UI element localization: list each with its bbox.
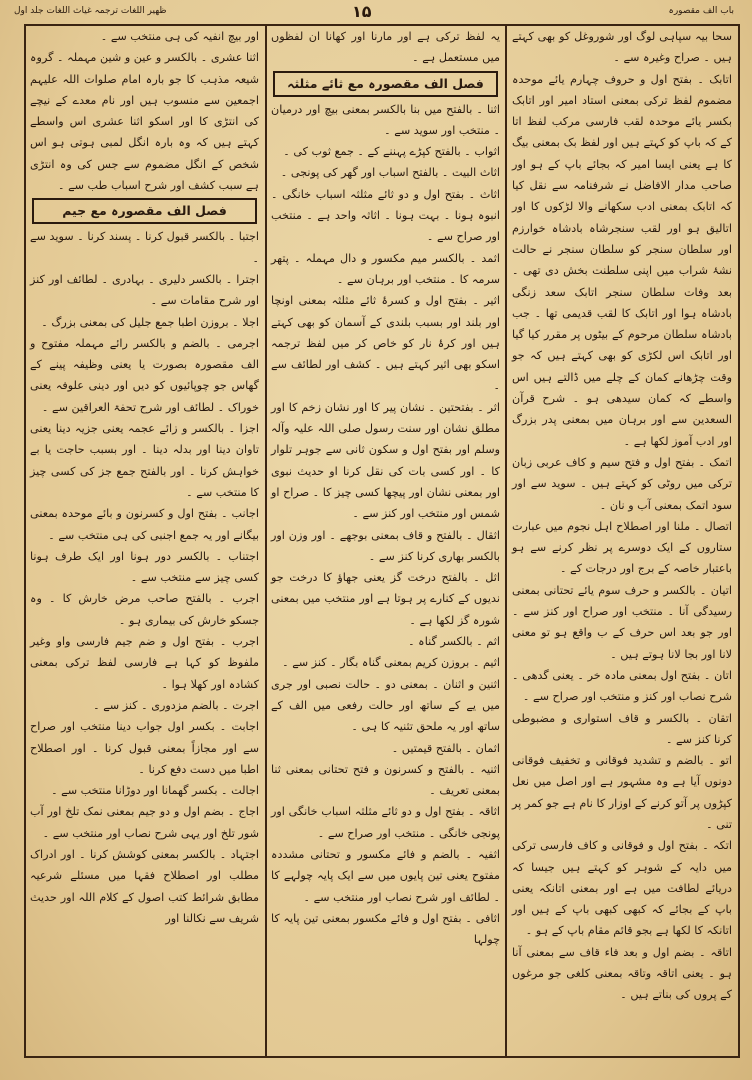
column-right [506,26,738,1056]
dictionary-entry: اثنین و اثنان ۔ بمعنی دو ۔ حالت نصبی اور جری میں یے کے ساتھ اور حالت رفعی میں الف کے ساتھ اور یہ ملحق تثنیہ کا ہی ۔ [271,677,500,734]
dictionary-entry: اجتہاد ۔ بالکسر بمعنی کوشش کرنا ۔ اور ادراک مطلب اور اصطلاح فقہا میں مسئلے شرعیہ مطابق شرائط کتب اصول کے کلام اللہ اور حدیث شریف سے نکالنا اور [30,847,259,925]
dictionary-entry: اتصال ۔ ملنا اور اصطلاح اہل نجوم میں عبارت ستاروں کے ایک دوسرے پر نظر کرنے سے ہو باعتبار خاصہ کے برج اور درجات کے ۔ [512,519,732,576]
dictionary-entry: اجرمی ۔ بالضم و بالکسر رائے مہملہ مفتوح و الف مقصورہ بصورت یا یعنی وظیفہ پینے کے گھاس جو چوپائیوں کو دیں اور دینی علوفہ یعنی خوراک ۔ لطائف اور شرح تحفۃ العراقین سے ۔ [30,336,259,414]
dictionary-entry: اتکہ ۔ بفتح اول و فوقانی و کاف فارسی ترکی میں دایہ کے شوہر کو کہتے ہیں جیسا کہ دریائے لطافت میں ہے اور بمعنی اتانکہ یعنی باپ کے بجائے کہ کبھی کبھی باپ کے ہیں اور اتانکہ کا لکھا ہے بجو قائم مقام باپ کے ہو ۔ [512,839,732,938]
dictionary-entry: اتقان ۔ بالکسر و قاف استواری و مضبوطی کرنا کنز سے ۔ [512,711,732,746]
dictionary-entry: اجالت ۔ بکسر گھمانا اور دوڑانا منتخب سے ۔ [51,784,259,798]
dictionary-entry: اثر ۔ بفتحتین ۔ نشان پیر کا اور نشان زخم کا اور مطلق نشان اور سنت رسول صلی اللہ علیہ وآلہ وسلم اور بفتح اول و سکون ثانی سے جوہر تلوار کا ۔ اور کسی بات کی نقل کرنا او حدیث نبوی اور بمعنی نشان اور پیچھا کسی چیز کا ۔ صراح او شمس اور منتخب اور کنز سے ۔ [271,400,500,521]
dictionary-entry: اثیم ۔ بروزن کریم بمعنی گناہ بگار ۔ کنز سے ۔ [282,656,500,670]
dictionary-entry: اجرت ۔ بالضم مزدوری ۔ کنز سے ۔ [93,698,259,712]
column-rule-right [738,24,740,1058]
dictionary-entry: اثاقہ ۔ بفتح اول و دو ثائے مثلثہ اسباب خانگی اور پونجی خانگی ۔ منتخب اور صراح سے ۔ [271,805,500,840]
dictionary-entry: اثنا عشری ۔ بالکسر و عین و شین مہملہ ۔ گروہ شیعہ مذہب کا جو بارہ امام صلوات اللہ علیہم اجمعین سے منسوب ہیں اور نام معدے کے نیچے کی انتڑی کا اور اسکو اثنا عشری اس واسطے کہتے ہیں کہ وہ بارہ انگل لمبی ہوتی ہو اس شخص کے انگل مضموم سے جس کی وہ انتڑی ہے سبب کشف اور شرح اسباب طب سے ۔ [30,51,259,193]
dictionary-entry: اثاث ۔ بفتح اول و دو ثائے مثلثہ اسباب خانگی ۔ انبوہ ہونا ۔ بہت ہونا ۔ اثاثہ واحد ہے ۔ منتخب اور صراح سے ۔ [271,187,500,244]
dictionary-entry: سحا بیہ سپاہی لوگ اور شوروغل کو بھی کہتے ہیں ۔ صراح وغیرہ سے ۔ [512,30,732,65]
dictionary-entry: اتیان ۔ بالکسر و حرف سوم یائے تحتانی بمعنی رسیدگی آنا ۔ منتخب اور صراح اور کنز سے ۔ اور جو بعد اس حرف کے ب واقع ہو تو معنی لانا اور بجا لانا ہوتے ہیں ۔ [512,583,732,661]
dictionary-entry: اجترا ۔ بالکسر دلیری ۔ بہادری ۔ لطائف اور کنز اور شرح مقامات سے ۔ [30,272,259,308]
dictionary-entry: اثم ۔ بالکسر گناہ ۔ [408,635,500,649]
dictionary-entry: اثل ۔ بالفتح درخت گز یعنی جھاؤ کا درخت جو ندیوں کے کنارے پر ہوتا ہے اور منتخب میں بمعنی شورہ گز لکھا ہے ۔ [271,571,500,627]
header-chapter-title: باب الف مقصورہ [668,6,734,16]
dictionary-entry: اجرب ۔ بالفتح صاحب مرض خارش کا ۔ وہ جسکو خارش کی بیماری ہو ۔ [30,592,259,627]
dictionary-entry: اجاج ۔ بضم اول و دو جیم بمعنی نمک تلخ اور آب شور تلخ اور یہی شرح نصاب اور منتخب سے ۔ [30,805,259,840]
column-left [24,26,265,1056]
dictionary-entry: اثقال ۔ بالفتح و قاف بمعنی بوجھے ۔ اور وزن اور بالکسر بھاری کرنا کنز سے ۔ [271,528,500,563]
dictionary-entry: اثمد ۔ بالکسر میم مکسور و دال مہملہ ۔ پتھر سرمہ کا ۔ منتخب اور برہان سے ۔ [271,251,500,286]
section-heading: فصل الف مقصورہ مع ثائے مثلثہ [273,71,498,97]
dictionary-entry: اتابک ۔ بفتح اول و حروف چہارم یائے موحدہ مضموم لفظ ترکی بمعنی استاد امیر اور اتابک بکسر یائے موحدہ لقب فارسی مرکب لفظ اتا کے کہ باپ کو کہتے ہیں اور لفظ بک بمعنی بیگ کا ہے یعنی ایسا امیر کہ بجائے باپ کے ہو اور صاحب مدار الافاضل نے شرفنامہ سے نقل کیا کہ اتابک بمعنی ادب سکھانے والا لڑکوں کا اور اتالیق ہو اور لقب سنجرشاہ بادشاہ خوارزم اور سلطان سنجر کو سلطان سنجر نے حالت نشۂ شراب میں اپنی سلطنت بخش دی تھی ۔ بعد وفات سلطان سنجر اتابک سعد زنگی بادشاہ ہوا اور اتابک کا لقب قدیمی تھا ۔ جب بادشاہ سلطان مرحوم کے بیٹوں پر مقرر کیا گیا اور اتابک اس لکڑی کو بھی کہتے ہیں کہ جو وقت چڑھانے کمان کے چلے میں ڈالتے ہیں اس واسطے کہ کمان سیدھی ہو ۔ شرح قرآن السعدین سے اور برہان میں بمعنی پدر بزرگ اور ادب آموز لکھا ہے ۔ [512,72,732,448]
page-header [0,0,752,26]
dictionary-entry: اثافی ۔ بفتح اول و فائے مکسور بمعنی تین پایہ کا چولہا [271,911,500,947]
dictionary-entry: اتان ۔ بفتح اول بمعنی مادہ خر ۔ یعنی گدھی ۔ شرح نصاب اور کنز و منتخب اور صراح سے ۔ [512,668,732,704]
dictionary-entry: اجزا ۔ بالکسر و زائے عجمہ یعنی جزیہ دینا یعنی تاوان دینا اور بدلہ دینا ۔ اور بسبب حاجت یا بے خواہش کرنا ۔ اور بالفتح جمع جز کی کسی چیز کا منتخب سے ۔ [30,422,259,499]
dictionary-entry: اجتبا ۔ بالکسر قبول کرنا ۔ پسند کرنا ۔ سوید سے ۔ [30,230,259,265]
dictionary-entry: اثیر ۔ بفتح اول و کسرۂ ثائے مثلثہ بمعنی اونچا اور بلند اور بسبب بلندی کے آسمان کو بھی کہتے ہیں اور کرۂ نار کو خاص کر میں لفظ ترجمہ اسکو بھی اثیر کہتے ہیں ۔ کشف اور لطائف سے ۔ [271,294,500,393]
continued-text: یہ لفظ ترکی ہے اور مارنا اور کھانا ان لفظوں میں مستعمل ہے ۔ [271,30,500,65]
dictionary-entry: اجلا ۔ بروزن اطبا جمع جلیل کی بمعنی بزرگ ۔ [41,315,259,329]
dictionary-entry: اثفیہ ۔ بالضم و فائے مکسور و تحتانی مشددہ مفتوح یعنی تین پایوں میں سے ایک پایہ چولہے کا ۔ لطائف اور شرح نصاب اور منتخب سے ۔ [271,847,500,904]
footer-rule [24,1056,738,1058]
dictionary-entry: اثنا ۔ بالفتح میں بنا بالکسر بمعنی بیچ اور درمیان ۔ منتخب اور سوید سے ۔ [271,102,500,137]
dictionary-entry: اتو ۔ بالضم و تشدید فوقانی و تخفیف فوقانی دونوں آیا ہے وہ مشہور ہے اور اصل میں نعل کپڑوں پر آتو کرنے کے اوزار کا نام ہے جو کمر پر تنی ۔ [512,754,732,831]
header-book-title: ظهیر اللغات ترجمہ غیاث اللغات جلد اول [14,6,167,16]
section-heading: فصل الف مقصورہ مع جیم [32,198,257,224]
dictionary-entry: اتمک ۔ بفتح اول و فتح سیم و کاف عربی زبان ترکی میں روٹی کو کہتے ہیں ۔ سوید سے اور سود اتمک بمعنی آب و نان ۔ [512,455,732,512]
dictionary-entry: اجابت ۔ بکسر اول جواب دینا منتخب اور صراح سے اور مجازاً بمعنی قبول کرنا ۔ اور اصطلاح اطبا میں دست دفع کرنا ۔ [30,720,259,776]
continued-text: اور بیچ انفیہ کی ہی منتخب سے ۔ [100,30,259,43]
dictionary-entry: اثواب ۔ بالفتح کپڑے پہننے کے ۔ جمع ثوب کی ۔ [283,145,500,159]
dictionary-entry: اجتناب ۔ بالکسر دور ہونا اور ایک طرف ہونا کسی چیز سے منتخب سے ۔ [30,549,259,585]
dictionary-entry: اجرب ۔ بفتح اول و ضم جیم فارسی واو وغیر ملفوظ کو کہا ہے فارسی لفظ ترکی بمعنی کشادہ اور کھلا ہوا ۔ [30,635,259,691]
dictionary-entry: اجانب ۔ بفتح اول و کسرنون و بائے موحدہ بمعنی بیگانے اور یہ جمع اجنبی کی ہی منتخب سے ۔ [30,507,259,542]
dictionary-entry: اثمان ۔ بالفتح قیمتیں ۔ [391,741,500,755]
page-number: ۱۵ [352,2,372,21]
dictionary-entry: اتاقہ ۔ بضم اول و بعد فاء قاف سے بمعنی آنا ہو ۔ یعنی اتاقہ وتاقہ بمعنی کلغی جو مرغوں کے پروں کی بناتے ہیں ۔ [512,945,732,1002]
dictionary-entry: اثاث البیت ۔ بالفتح اسباب اور گھر کی پونجی ۔ [280,166,500,180]
dictionary-entry: اثنیہ ۔ بالفتح و کسرنون و فتح تحتانی بمعنی ثنا بمعنی تعریف ۔ [271,762,500,798]
column-middle [265,26,506,1056]
